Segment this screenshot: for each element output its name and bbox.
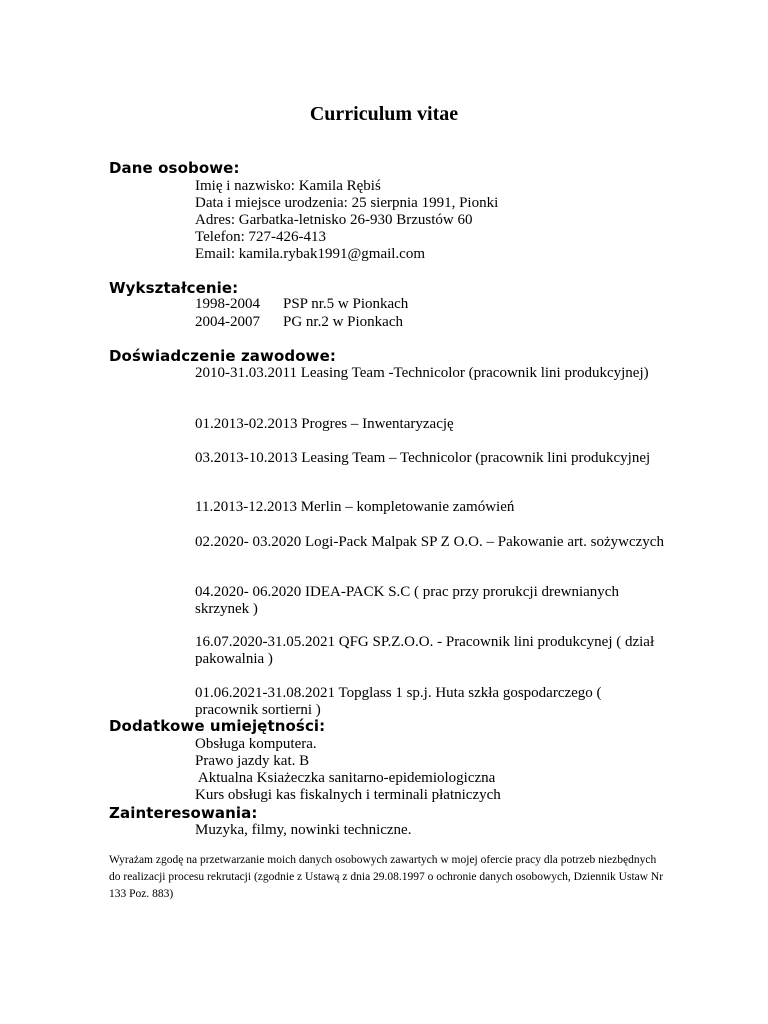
education-heading: Wykształcenie: [109,279,239,297]
skills-heading: Dodatkowe umiejętności: [109,717,326,735]
experience-entry: 2010-31.03.2011 Leasing Team -Technicolor (pracownik lini produkcyjnej) [195,365,649,381]
consent-clause: Wyrażam zgodę na przetwarzanie moich danych osobowych zawartych w mojej ofercie pracy dla potrzeb niezbędnych do realizacji procesu rekrutacji (zgodnie z Ustawą z dnia 29.08.1997 o ochronie danych osobowych, Dziennik Ustaw Nr 133 Poz. 883) [109,854,664,900]
personal-heading: Dane osobowe: [109,159,240,177]
skills-item: Aktualna Ksiażeczka sanitarno-epidemiologiczna [195,770,496,786]
personal-name: Imię i nazwisko: Kamila Rębiś [195,178,381,194]
document-title: Curriculum vitae [309,103,459,125]
experience-entry: 03.2013-10.2013 Leasing Team – Technicolor (pracownik lini produkcyjnej [195,450,651,466]
education-school: PSP nr.5 w Pionkach [283,296,409,312]
personal-phone: Telefon: 727-426-413 [195,229,327,245]
education-dates: 1998-2004 [195,296,260,312]
experience-entry: 16.07.2020-31.05.2021 QFG SP.Z.O.O. - Pracownik lini produkcynej ( dział pakowalnia ) [195,634,655,667]
experience-entry: 01.2013-02.2013 Progres – Inwentaryzację [195,416,454,432]
experience-entry: 11.2013-12.2013 Merlin – kompletowanie zamówień [195,499,515,515]
skills-item: Prawo jazdy kat. B [195,753,310,769]
skills-item: Kurs obsługi kas fiskalnych i terminali płatniczych [195,787,501,803]
experience-entry: 04.2020- 06.2020 IDEA-PACK S.C ( prac przy prorukcji drewnianych skrzynek ) [195,584,619,617]
personal-email: Email: kamila.rybak1991@gmail.com [195,246,426,262]
skills-item: Obsługa komputera. [195,736,317,752]
education-dates: 2004-2007 [195,314,260,330]
personal-birth: Data i miejsce urodzenia: 25 sierpnia 1991, Pionki [195,195,499,211]
education-school: PG nr.2 w Pionkach [283,314,403,330]
experience-entry: 02.2020- 03.2020 Logi-Pack Malpak SP Z O.O. – Pakowanie art. sożywczych [195,534,664,550]
personal-address: Adres: Garbatka-letnisko 26-930 Brzustów 60 [195,212,473,228]
interests-heading: Zainteresowania: [109,804,258,822]
experience-heading: Doświadczenie zawodowe: [109,347,336,365]
experience-entry: 01.06.2021-31.08.2021 Topglass 1 sp.j. Huta szkła gospodarczego ( pracownik sortierni ) [195,685,602,718]
interests-item: Muzyka, filmy, nowinki techniczne. [195,822,412,838]
